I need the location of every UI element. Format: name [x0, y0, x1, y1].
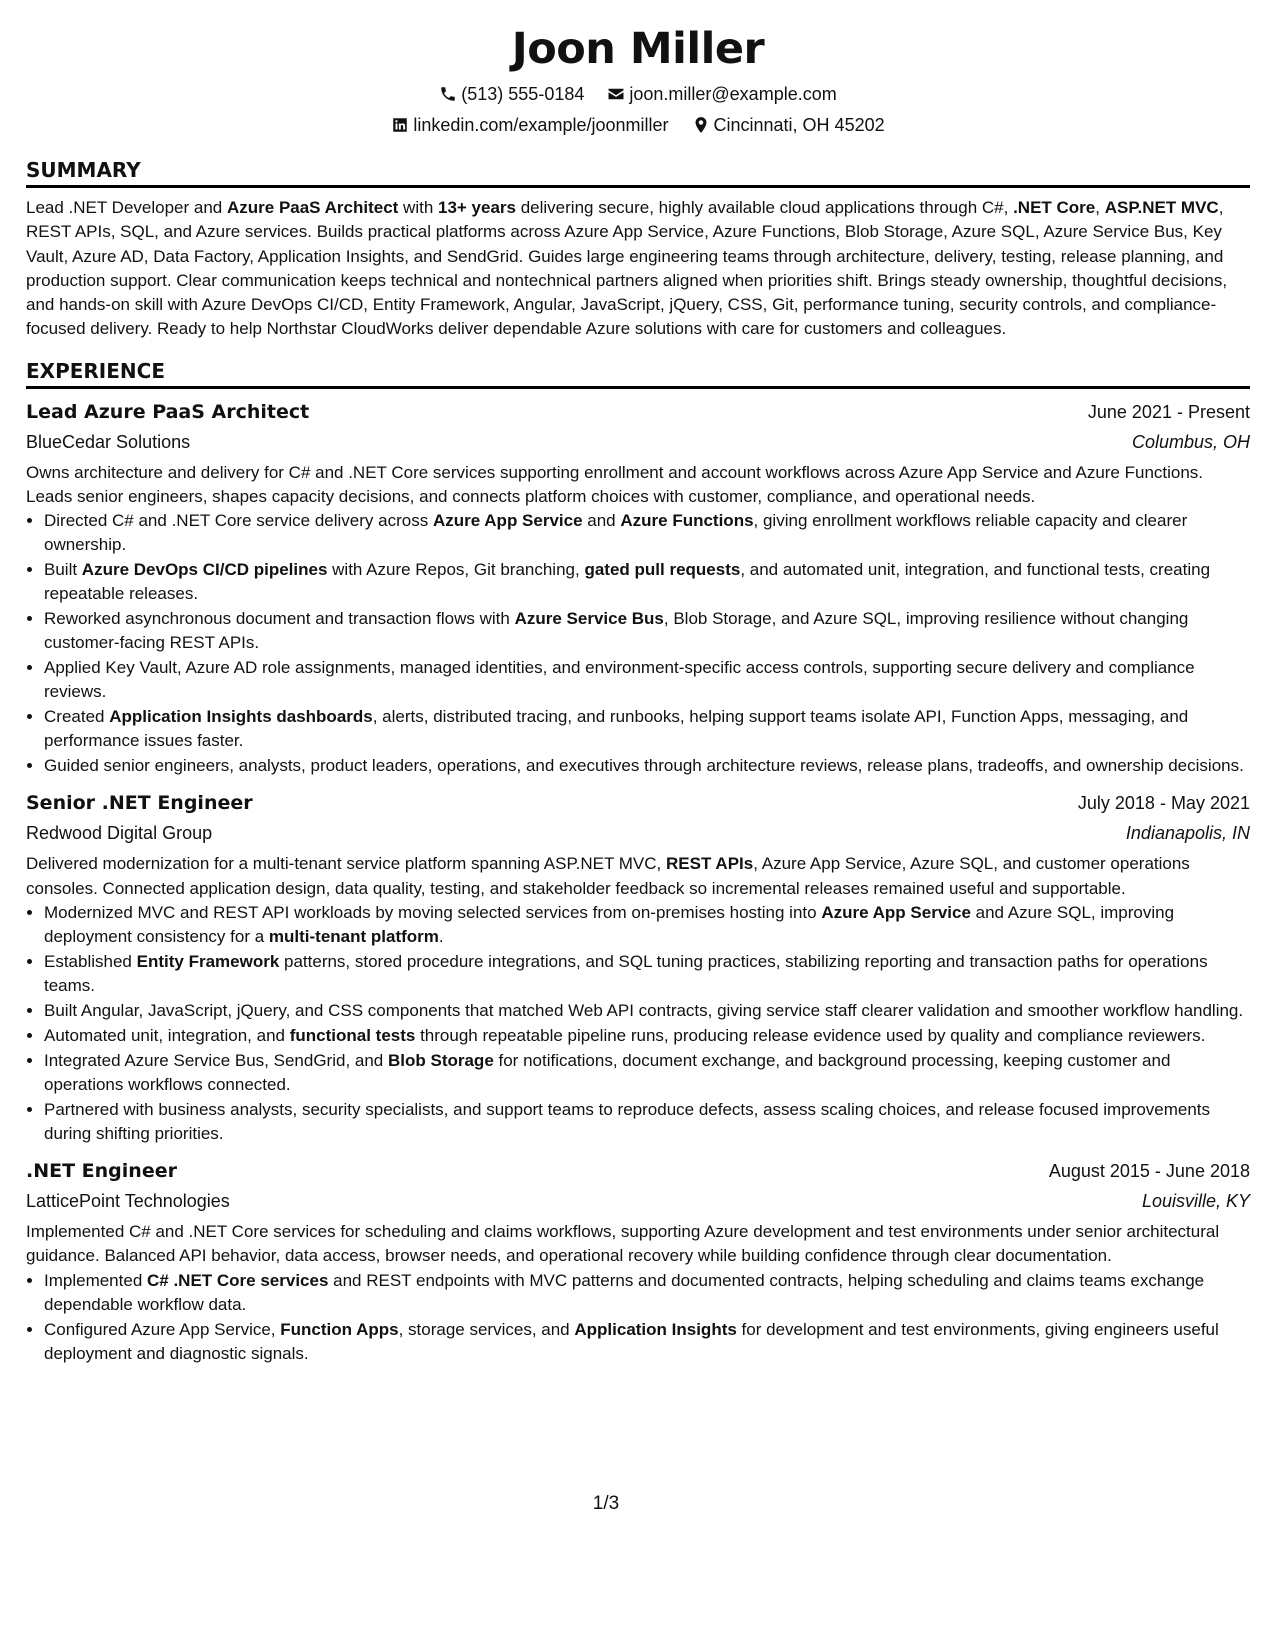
text-run: , REST APIs, SQL, and Azure services. Builds practical platforms across Azure App Service, Azure Functions, Blob Storage, Azure SQL, Azure Service Bus, Key Vault, Azure AD, Data Factory, Application Insights, and SendGrid. Guides large engineering teams through architecture, delivery, testing, release planning, and production support. Clear communication keeps technical and nontechnical partners aligned when priorities shift. Brings steady ownership, thoughtful decisions, and hands-on skill with Azure DevOps CI/CD, Entity Framework, Angular, JavaScript, jQuery, CSS, Git, performance tuning, security controls, and compliance-focused delivery. Ready to help Northstar CloudWorks deliver dependable Azure solutions with care for customers and colleagues. [26, 198, 1228, 339]
bold-text: Azure App Service [821, 902, 971, 922]
job-location: Columbus, OH [1131, 431, 1250, 452]
job-company: Redwood Digital Group [26, 823, 213, 844]
list-item [44, 1098, 1250, 1146]
job-dates: July 2018 - May 2021 [1077, 793, 1250, 814]
list-item [44, 950, 1250, 998]
text-run: . [438, 926, 444, 946]
list-item [44, 705, 1250, 753]
job-list [26, 397, 1250, 1366]
job-company-row [26, 1186, 1250, 1216]
job-location: Indianapolis, IN [1125, 823, 1250, 844]
bold-text: Application Insights [574, 1319, 737, 1339]
bold-text: Azure App Service [432, 511, 583, 531]
text-run: Directed C# and .NET Core service delivery across [44, 511, 433, 531]
text-run: , giving enrollment workflows reliable capacity and clearer ownership. [44, 511, 1188, 555]
bold-text: ASP.NET MVC [1104, 198, 1219, 217]
job-title: .NET Engineer [26, 1159, 177, 1182]
job-company: LatticePoint Technologies [26, 1190, 230, 1211]
resume-header [26, 22, 1250, 137]
text-run: Built [44, 560, 82, 580]
job-entry [26, 788, 1250, 1146]
summary-section [26, 157, 1250, 342]
bold-text: C# .NET Core services [147, 1270, 329, 1290]
bold-text: Azure Service Bus [514, 609, 664, 629]
text-run: , storage services, and [398, 1319, 575, 1339]
job-company-row [26, 427, 1250, 457]
bold-text: multi-tenant platform [268, 926, 439, 946]
job-title: Senior .NET Engineer [26, 792, 253, 815]
job-location: Louisville, KY [1141, 1190, 1250, 1211]
text-run: , Blob Storage, and Azure SQL, improving resilience without changing customer-facing REST APIs. [44, 609, 1189, 653]
job-company-row [26, 818, 1250, 848]
job-header-row [26, 1156, 1250, 1186]
job-header-row [26, 788, 1250, 818]
bold-text: Application Insights dashboards [109, 707, 373, 727]
text-run: Owns architecture and delivery for C# and .NET Core services supporting enrollment and account workflows across Azure App Service and Azure Functions. Leads senior engineers, shapes capacity decisions, and connects platform choices with customer, compliance, and operational needs. [26, 462, 1204, 507]
phone-icon [439, 85, 457, 103]
text-run: for development and test environments, giving engineers useful deployment and diagnostic signals. [44, 1319, 1219, 1363]
linkedin-text[interactable]: linkedin.com/example/joonmiller [413, 115, 669, 135]
list-item [44, 558, 1250, 606]
job-company: BlueCedar Solutions [26, 431, 191, 452]
text-run: Established [44, 951, 137, 971]
job-dates: August 2015 - June 2018 [1048, 1160, 1250, 1181]
list-item [44, 607, 1250, 655]
list-item [44, 1269, 1250, 1317]
list-item [44, 999, 1250, 1023]
bold-text: Azure Functions [620, 511, 754, 531]
text-run: and Azure SQL, improving deployment consistency for a [44, 902, 1175, 946]
job-bullets [26, 509, 1250, 778]
job-description [26, 1220, 1250, 1269]
job-header-row [26, 397, 1250, 427]
bold-text: .NET Core [1013, 198, 1096, 217]
text-run: , alerts, distributed tracing, and runbooks, helping support teams isolate API, Function Apps, messaging, and performance issues faster. [44, 707, 1189, 751]
text-run: Implemented C# and .NET Core services for scheduling and claims workflows, supporting Azure development and test environments under senior architectural guidance. Balanced API behavior, data access, browser needs, and operational recovery while building confidence through clear documentation. [26, 1221, 1220, 1266]
bold-text: functional tests [289, 1025, 416, 1045]
list-item [44, 901, 1250, 949]
text-run: Applied Key Vault, Azure AD role assignments, managed identities, and environment-specific access controls, supporting secure delivery and compliance reviews. [44, 658, 1195, 702]
job-dates: June 2021 - Present [1087, 401, 1250, 422]
text-run: Implemented [44, 1270, 147, 1290]
job-entry [26, 1156, 1250, 1366]
resume-page [26, 0, 1250, 1367]
job-description [26, 852, 1250, 901]
text-run: and [582, 511, 621, 531]
envelope-icon [607, 85, 625, 103]
text-run: through repeatable pipeline runs, producing release evidence used by quality and compliance reviewers. [415, 1025, 1206, 1045]
contact-linkedin[interactable] [391, 113, 668, 137]
bold-text: Entity Framework [136, 951, 280, 971]
text-run: with Azure Repos, Git branching, [327, 560, 585, 580]
text-run: patterns, stored procedure integrations, and SQL tuning practices, stabilizing reporting and transaction paths for operations teams. [44, 951, 1208, 995]
text-run: , and automated unit, integration, and functional tests, creating repeatable releases. [44, 560, 1211, 604]
list-item [44, 656, 1250, 704]
text-run: with [398, 198, 438, 217]
bold-text: Function Apps [280, 1319, 399, 1339]
bold-text: Azure DevOps CI/CD pipelines [81, 560, 328, 580]
text-run: Reworked asynchronous document and transaction flows with [44, 609, 515, 629]
text-run: Delivered modernization for a multi-tenant service platform spanning ASP.NET MVC, [26, 854, 666, 874]
text-run: Integrated Azure Service Bus, SendGrid, and [44, 1050, 388, 1070]
contact-line-2 [26, 113, 1250, 137]
experience-section [26, 358, 1250, 1366]
email-text[interactable]: joon.miller@example.com [629, 84, 837, 104]
job-bullets [26, 1269, 1250, 1366]
page-number: 1/3 [592, 1493, 620, 1514]
text-run: Lead .NET Developer and [26, 198, 227, 217]
text-run: Modernized MVC and REST API workloads by moving selected services from on-premises hosting into [44, 902, 822, 922]
summary-text [26, 196, 1250, 342]
list-item [44, 1049, 1250, 1097]
bold-text: REST APIs [666, 854, 754, 874]
linkedin-icon [391, 116, 409, 134]
contact-phone [439, 82, 584, 106]
location-text: Cincinnati, OH 45202 [713, 115, 885, 135]
bold-text: Blob Storage [387, 1050, 494, 1070]
text-run: Created [44, 707, 110, 727]
text-run: , Azure App Service, Azure SQL, and customer operations consoles. Connected application design, data quality, testing, and stakeholder feedback so incremental releases remained useful and supportable. [26, 854, 1190, 898]
bold-text: Azure PaaS Architect [226, 198, 399, 217]
experience-heading: EXPERIENCE [26, 358, 1250, 389]
bold-text: gated pull requests [584, 560, 741, 580]
text-run: and REST endpoints with MVC patterns and documented contracts, helping scheduling and claims teams exchange dependable workflow data. [44, 1270, 1205, 1314]
text-run: Guided senior engineers, analysts, product leaders, operations, and executives through architecture reviews, release plans, tradeoffs, and ownership decisions. [44, 756, 1244, 776]
job-entry [26, 397, 1250, 779]
text-run: Partnered with business analysts, security specialists, and support teams to reproduce defects, assess scaling choices, and release focused improvements during shifting priorities. [44, 1099, 1211, 1143]
list-item [44, 1318, 1250, 1366]
text-run: Automated unit, integration, and [44, 1025, 290, 1045]
summary-heading: SUMMARY [26, 157, 1250, 188]
job-title: Lead Azure PaaS Architect [26, 400, 310, 423]
map-pin-icon [692, 116, 710, 134]
list-item [44, 754, 1250, 778]
list-item [44, 1024, 1250, 1048]
bold-text: 13+ years [438, 198, 516, 217]
text-run: delivering secure, highly available cloud applications through C#, [516, 198, 1014, 217]
list-item [44, 509, 1250, 557]
contact-line-1 [26, 82, 1250, 106]
job-description [26, 461, 1250, 510]
candidate-name: Joon Miller [511, 24, 765, 74]
text-run: , [1095, 198, 1105, 217]
phone-text: (513) 555-0184 [461, 84, 585, 104]
contact-email[interactable] [607, 82, 836, 106]
text-run: Built Angular, JavaScript, jQuery, and CSS components that matched Web API contracts, giving service staff clearer validation and smoother workflow handling. [44, 1000, 1244, 1020]
job-bullets [26, 901, 1250, 1146]
text-run: Configured Azure App Service, [44, 1319, 281, 1339]
text-run: for notifications, document exchange, and background processing, keeping customer and operations workflows connected. [44, 1050, 1171, 1094]
contact-location [692, 113, 885, 137]
